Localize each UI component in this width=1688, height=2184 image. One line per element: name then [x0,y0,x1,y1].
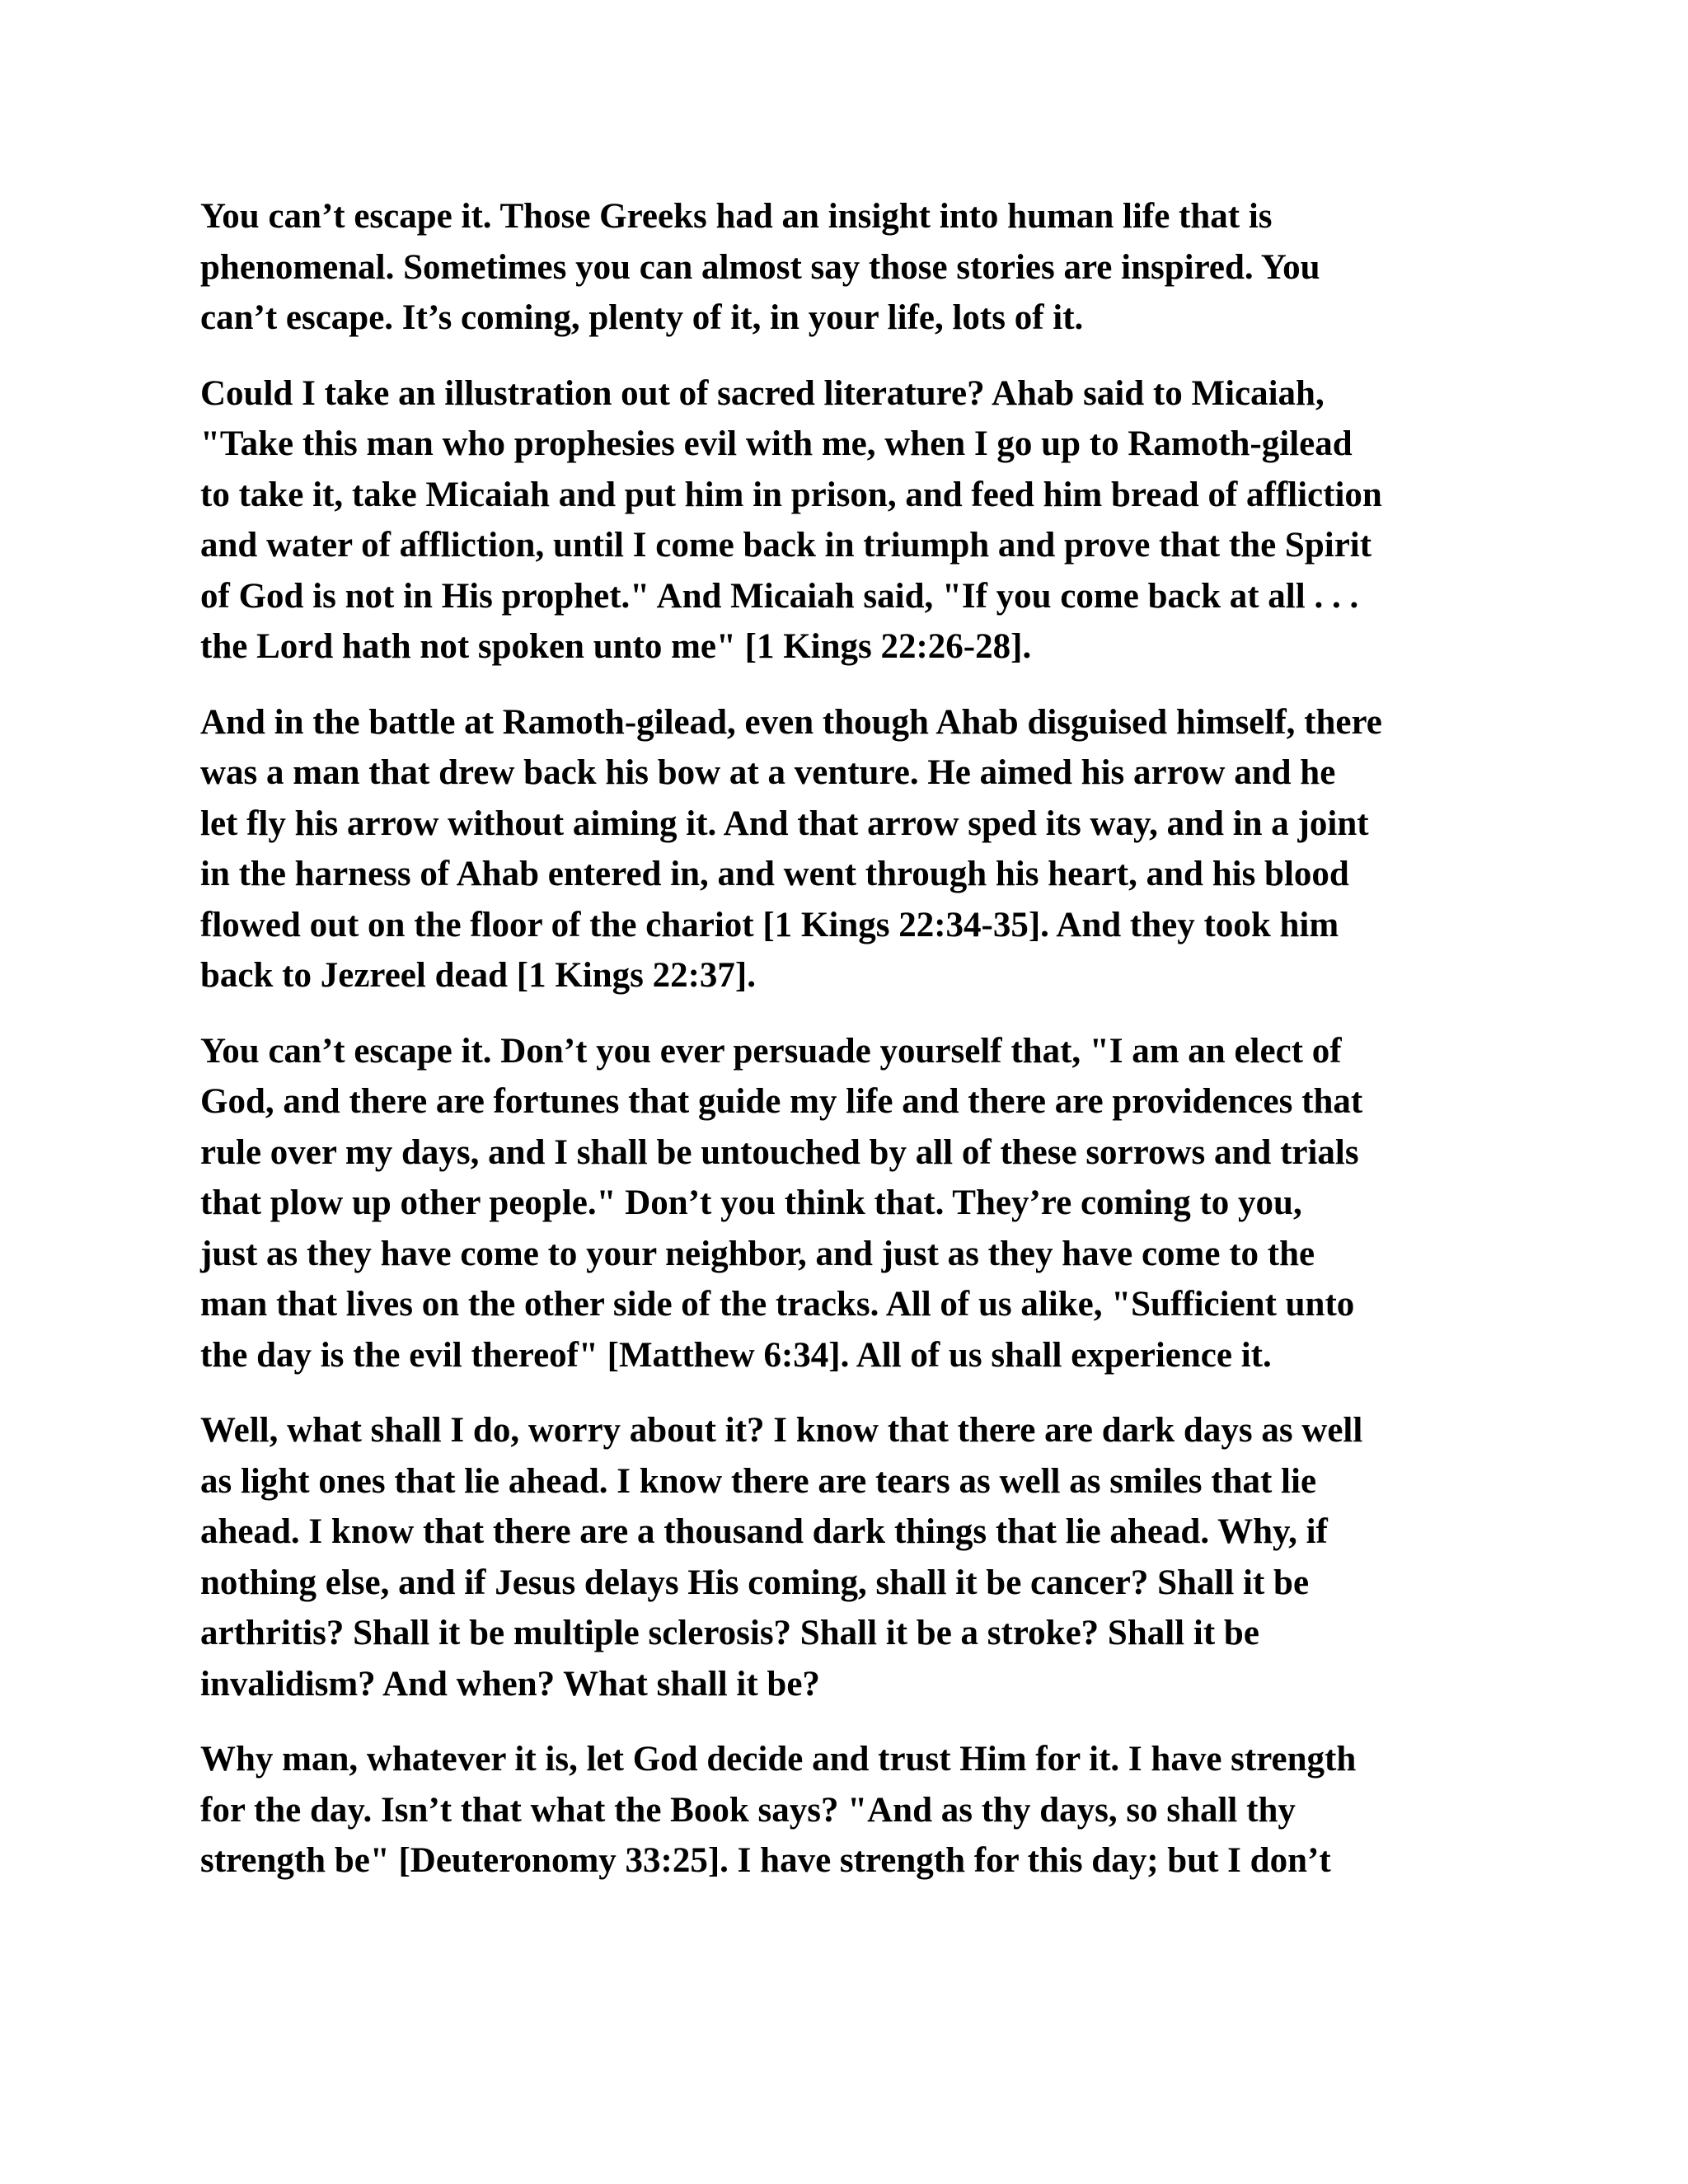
paragraph-line: let fly his arrow without aiming it. And that arrow sped its way, and in a joint [200,804,1369,843]
paragraph-line: You can’t escape it. Don’t you ever persuade yourself that, "I am an elect of [200,1031,1342,1071]
paragraph-line: as light ones that lie ahead. I know there are tears as well as smiles that lie [200,1461,1317,1501]
paragraph-line: nothing else, and if Jesus delays His coming, shall it be cancer? Shall it be [200,1563,1310,1602]
paragraph-line: that plow up other people." Don’t you think that. They’re coming to you, [200,1183,1302,1222]
paragraph-line: the Lord hath not spoken unto me" [1 Kings 22:26-28]. [200,627,1032,666]
body-text [200,191,1494,1911]
paragraph-line: to take it, take Micaiah and put him in prison, and feed him bread of affliction [200,475,1382,514]
paragraph-line: the day is the evil thereof" [Matthew 6:34]. All of us shall experience it. [200,1335,1272,1375]
paragraph-line: flowed out on the floor of the chariot [1 Kings 22:34-35]. And they took him [200,905,1339,944]
paragraph-2 [200,368,1494,673]
paragraph-line: strength be" [Deuteronomy 33:25]. I have strength for this day; but I don’t [200,1841,1331,1880]
paragraph-line: Well, what shall I do, worry about it? I know that there are dark days as well [200,1411,1363,1450]
paragraph-5 [200,1405,1494,1709]
paragraph-line: for the day. Isn’t that what the Book says? "And as thy days, so shall thy [200,1790,1296,1830]
paragraph-line: And in the battle at Ramoth-gilead, even though Ahab disguised himself, there [200,702,1382,742]
paragraph-line: Could I take an illustration out of sacred literature? Ahab said to Micaiah, [200,373,1325,413]
paragraph-line: ahead. I know that there are a thousand dark things that lie ahead. Why, if [200,1512,1328,1551]
paragraph-1 [200,191,1494,344]
paragraph-line: and water of affliction, until I come back in triumph and prove that the Spirit [200,526,1372,565]
paragraph-line: just as they have come to your neighbor, and just as they have come to the [200,1234,1315,1273]
paragraph-line: phenomenal. Sometimes you can almost say those stories are inspired. You [200,247,1320,287]
paragraph-6 [200,1734,1494,1886]
paragraph-line: arthritis? Shall it be multiple sclerosis? Shall it be a stroke? Shall it be [200,1614,1259,1652]
paragraph-line: rule over my days, and I shall be untouched by all of these sorrows and trials [200,1132,1359,1172]
paragraph-line: You can’t escape it. Those Greeks had an insight into human life that is [200,197,1273,236]
paragraph-line: invalidism? And when? What shall it be? [200,1664,820,1704]
paragraph-line: can’t escape. It’s coming, plenty of it, in your life, lots of it. [200,298,1084,337]
paragraph-line: of God is not in His prophet." And Micaiah said, "If you come back at all . . . [200,576,1359,616]
paragraph-line: God, and there are fortunes that guide my life and there are providences that [200,1082,1363,1121]
paragraph-line: in the harness of Ahab entered in, and went through his heart, and his blood [200,855,1349,893]
paragraph-line: man that lives on the other side of the tracks. All of us alike, "Sufficient unto [200,1285,1355,1324]
paragraph-4 [200,1026,1494,1381]
paragraph-3 [200,697,1494,1001]
paragraph-line: was a man that drew back his bow at a venture. He aimed his arrow and he [200,753,1336,792]
paragraph-line: "Take this man who prophesies evil with me, when I go up to Ramoth-gilead [200,424,1353,463]
paragraph-line: back to Jezreel dead [1 Kings 22:37]. [200,956,756,995]
paragraph-line: Why man, whatever it is, let God decide and trust Him for it. I have strength [200,1740,1357,1779]
